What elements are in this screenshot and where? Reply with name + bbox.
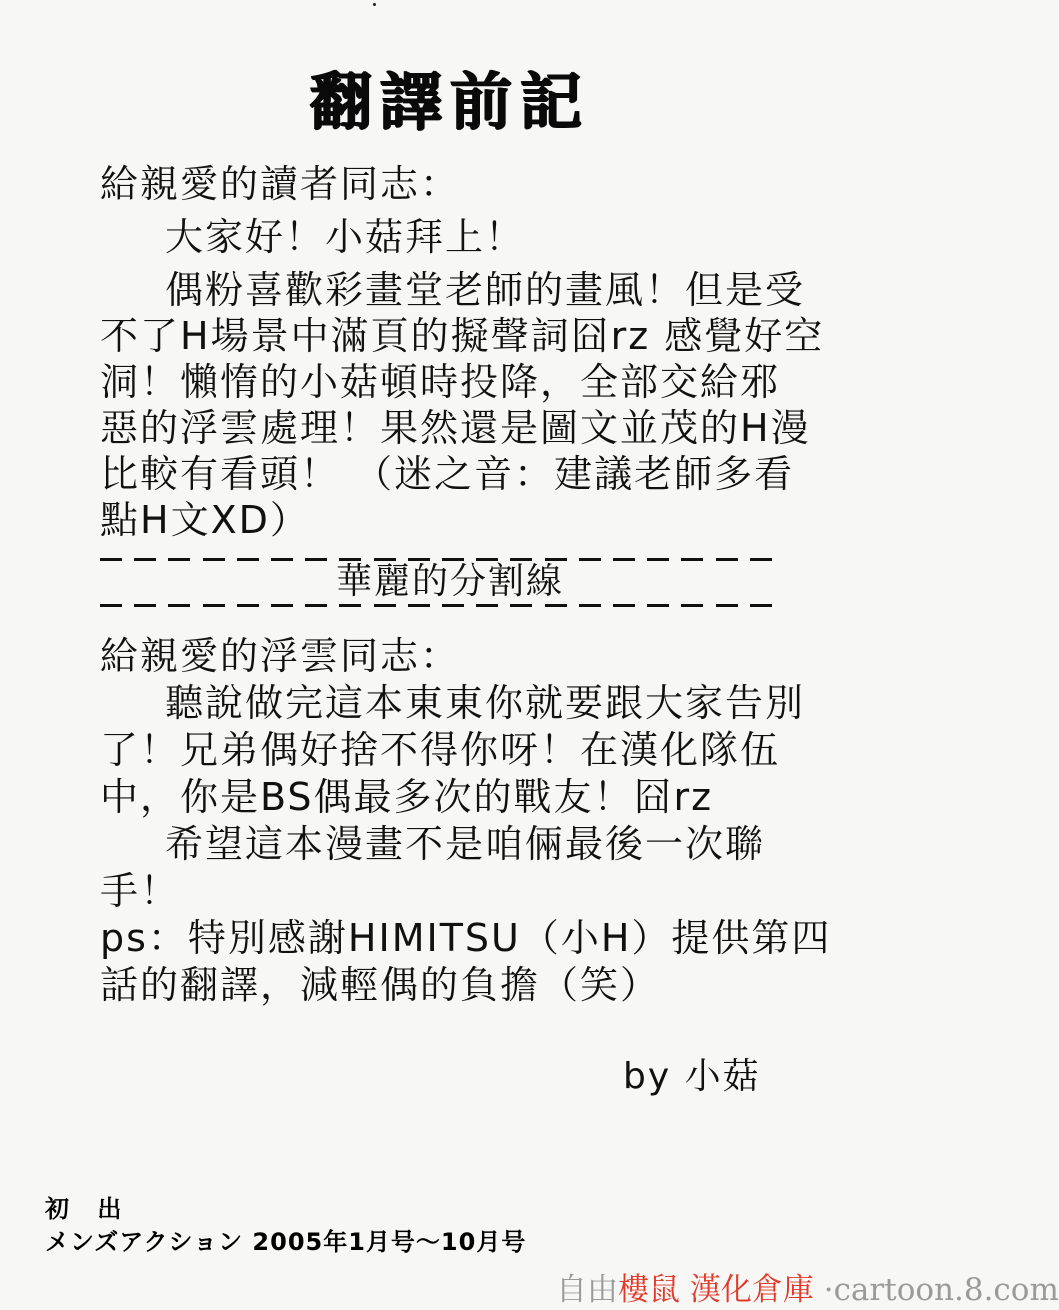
letter2-line: 中，你是BS偶最多次的戰友！囧rz xyxy=(100,775,714,819)
letter1-greeting: 給親愛的讀者同志： xyxy=(100,162,461,206)
publication-info: メンズアクション 2005年1月号～10月号 xyxy=(45,1228,527,1256)
first-appearance-label: 初 出 xyxy=(45,1195,132,1223)
letter2-line: 手！ xyxy=(100,869,181,913)
letter1-line: 點H文XD） xyxy=(100,498,310,542)
letter2-line: 了！兄弟偶好捨不得你呀！在漢化隊伍 xyxy=(100,728,781,772)
letter2-line: ps：特別感謝HIMITSU（小H）提供第四 xyxy=(100,916,832,960)
watermark-red-text: 樓鼠 漢化倉庫 xyxy=(618,1272,824,1308)
scan-dot xyxy=(373,3,376,6)
divider-dashes-bottom xyxy=(100,604,772,607)
letter1-line: 比較有看頭！ （迷之音：建議老師多看 xyxy=(100,452,795,496)
letter1-line: 惡的浮雲處理！果然還是圖文並茂的H漫 xyxy=(100,406,811,450)
divider-label: 華麗的分割線 xyxy=(335,561,564,602)
letter1-line: 不了H場景中滿頁的擬聲詞囧rz 感覺好空 xyxy=(100,314,825,358)
letter2-greeting: 給親愛的浮雲同志： xyxy=(100,634,461,678)
watermark-gray-text: 自由 xyxy=(556,1272,618,1308)
letter1-line: 偶粉喜歡彩畫堂老師的畫風！但是受 xyxy=(165,268,806,312)
letter1-line: 大家好！小菇拜上！ xyxy=(165,215,526,259)
letter1-line: 洞！懶惰的小菇頓時投降，全部交給邪 xyxy=(100,360,781,404)
letter2-line: 話的翻譯，減輕偶的負擔（笑） xyxy=(100,963,661,1007)
letter2-line: 希望這本漫畫不是咱倆最後一次聯 xyxy=(165,822,766,866)
page-title: 翻譯前記 xyxy=(309,65,590,138)
letter2-line: 聽說做完這本東東你就要跟大家告別 xyxy=(165,681,806,725)
signature: by 小菇 xyxy=(623,1056,761,1097)
watermark-url-text: ·cartoon.8.com xyxy=(823,1272,1059,1308)
watermark xyxy=(556,1271,1059,1310)
